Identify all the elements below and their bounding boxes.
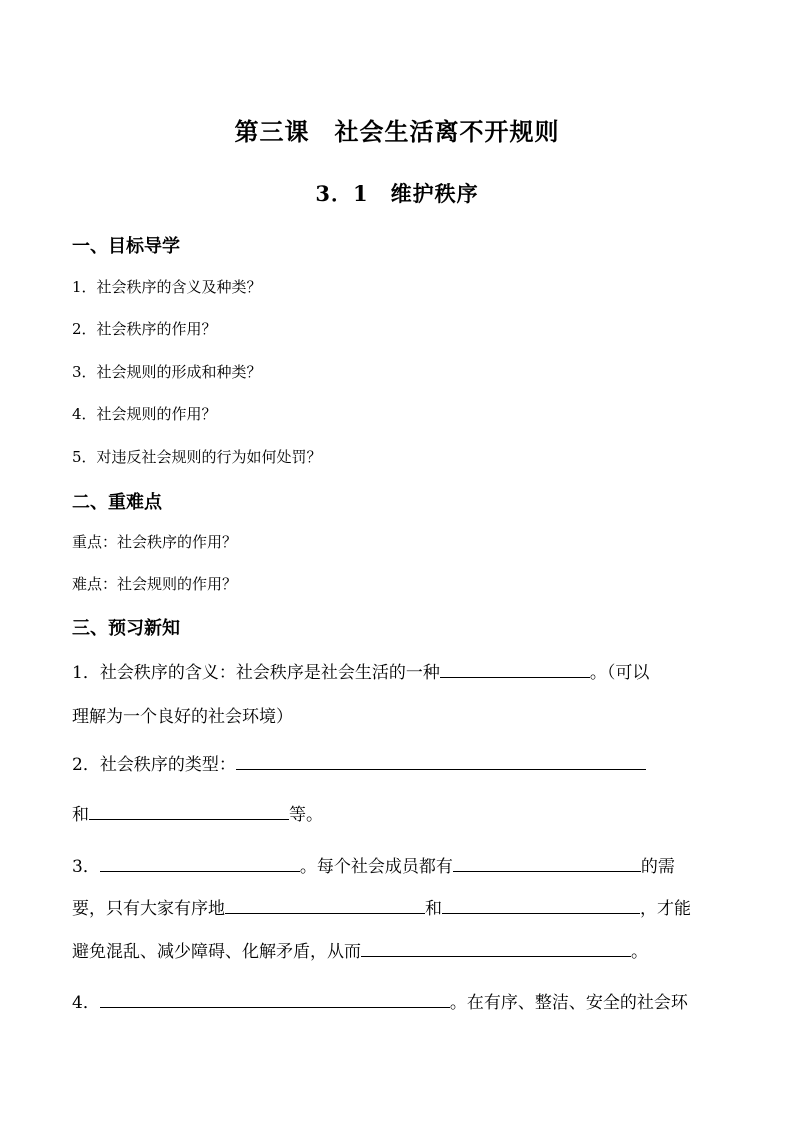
question-2-line2 xyxy=(72,800,323,825)
question-4-number: 4． xyxy=(72,993,100,1013)
question-1-suffix: 。（可以 xyxy=(589,663,650,683)
question-3-line2-prefix: 要，只有大家有序地 xyxy=(72,899,225,919)
question-2-line1 xyxy=(72,750,646,775)
difficult-point: 难点：社会规则的作用？ xyxy=(72,575,238,593)
question-3-line2 xyxy=(72,894,691,919)
question-3-line1 xyxy=(72,852,675,877)
question-3-line3-end: 。 xyxy=(631,942,648,962)
question-2-suffix: 等。 xyxy=(289,805,323,825)
page-title: 第三课 社会生活离不开规则 xyxy=(234,117,560,146)
goal-item: 1．社会秩序的含义及种类？ xyxy=(72,278,262,296)
goal-item: 2．社会秩序的作用？ xyxy=(72,320,217,338)
goal-item: 4．社会规则的作用？ xyxy=(72,405,217,423)
question-3-end: 的需 xyxy=(640,857,675,877)
key-point: 重点：社会秩序的作用？ xyxy=(72,533,238,551)
fill-blank[interactable] xyxy=(89,803,289,820)
question-4-line1 xyxy=(72,988,688,1013)
question-2-and: 和 xyxy=(72,805,89,825)
question-3-line3-prefix: 避免混乱、减少障碍、化解矛盾，从而 xyxy=(72,942,361,962)
section-heading-key-points: 二、重难点 xyxy=(72,492,162,513)
fill-blank[interactable] xyxy=(361,940,631,957)
fill-blank[interactable] xyxy=(225,897,425,914)
goal-item: 5．对违反社会规则的行为如何处罚？ xyxy=(72,448,322,466)
question-3-number: 3． xyxy=(72,857,100,877)
question-1-line2: 理解为一个良好的社会环境） xyxy=(72,707,293,727)
question-3-line2-end: ，才能 xyxy=(640,899,691,919)
question-3-line2-and: 和 xyxy=(425,899,442,919)
fill-blank[interactable] xyxy=(100,991,450,1008)
goal-item: 3．社会规则的形成和种类？ xyxy=(72,363,262,381)
lesson-subtitle: 3．1 维护秩序 xyxy=(315,181,479,206)
question-4-suffix: 。在有序、整洁、安全的社会环 xyxy=(449,993,688,1013)
question-1-line1 xyxy=(72,658,649,683)
question-2-prefix: 2．社会秩序的类型： xyxy=(72,755,236,775)
question-3-line3 xyxy=(72,937,648,962)
fill-blank[interactable] xyxy=(100,855,300,872)
fill-blank[interactable] xyxy=(440,661,590,678)
fill-blank[interactable] xyxy=(453,855,641,872)
fill-blank[interactable] xyxy=(236,753,646,770)
fill-blank[interactable] xyxy=(442,897,640,914)
section-heading-preview: 三、预习新知 xyxy=(72,618,180,639)
question-1-prefix: 1．社会秩序的含义：社会秩序是社会生活的一种 xyxy=(72,663,440,683)
section-heading-goals: 一、目标导学 xyxy=(72,236,180,257)
question-3-mid: 。每个社会成员都有 xyxy=(299,857,453,877)
